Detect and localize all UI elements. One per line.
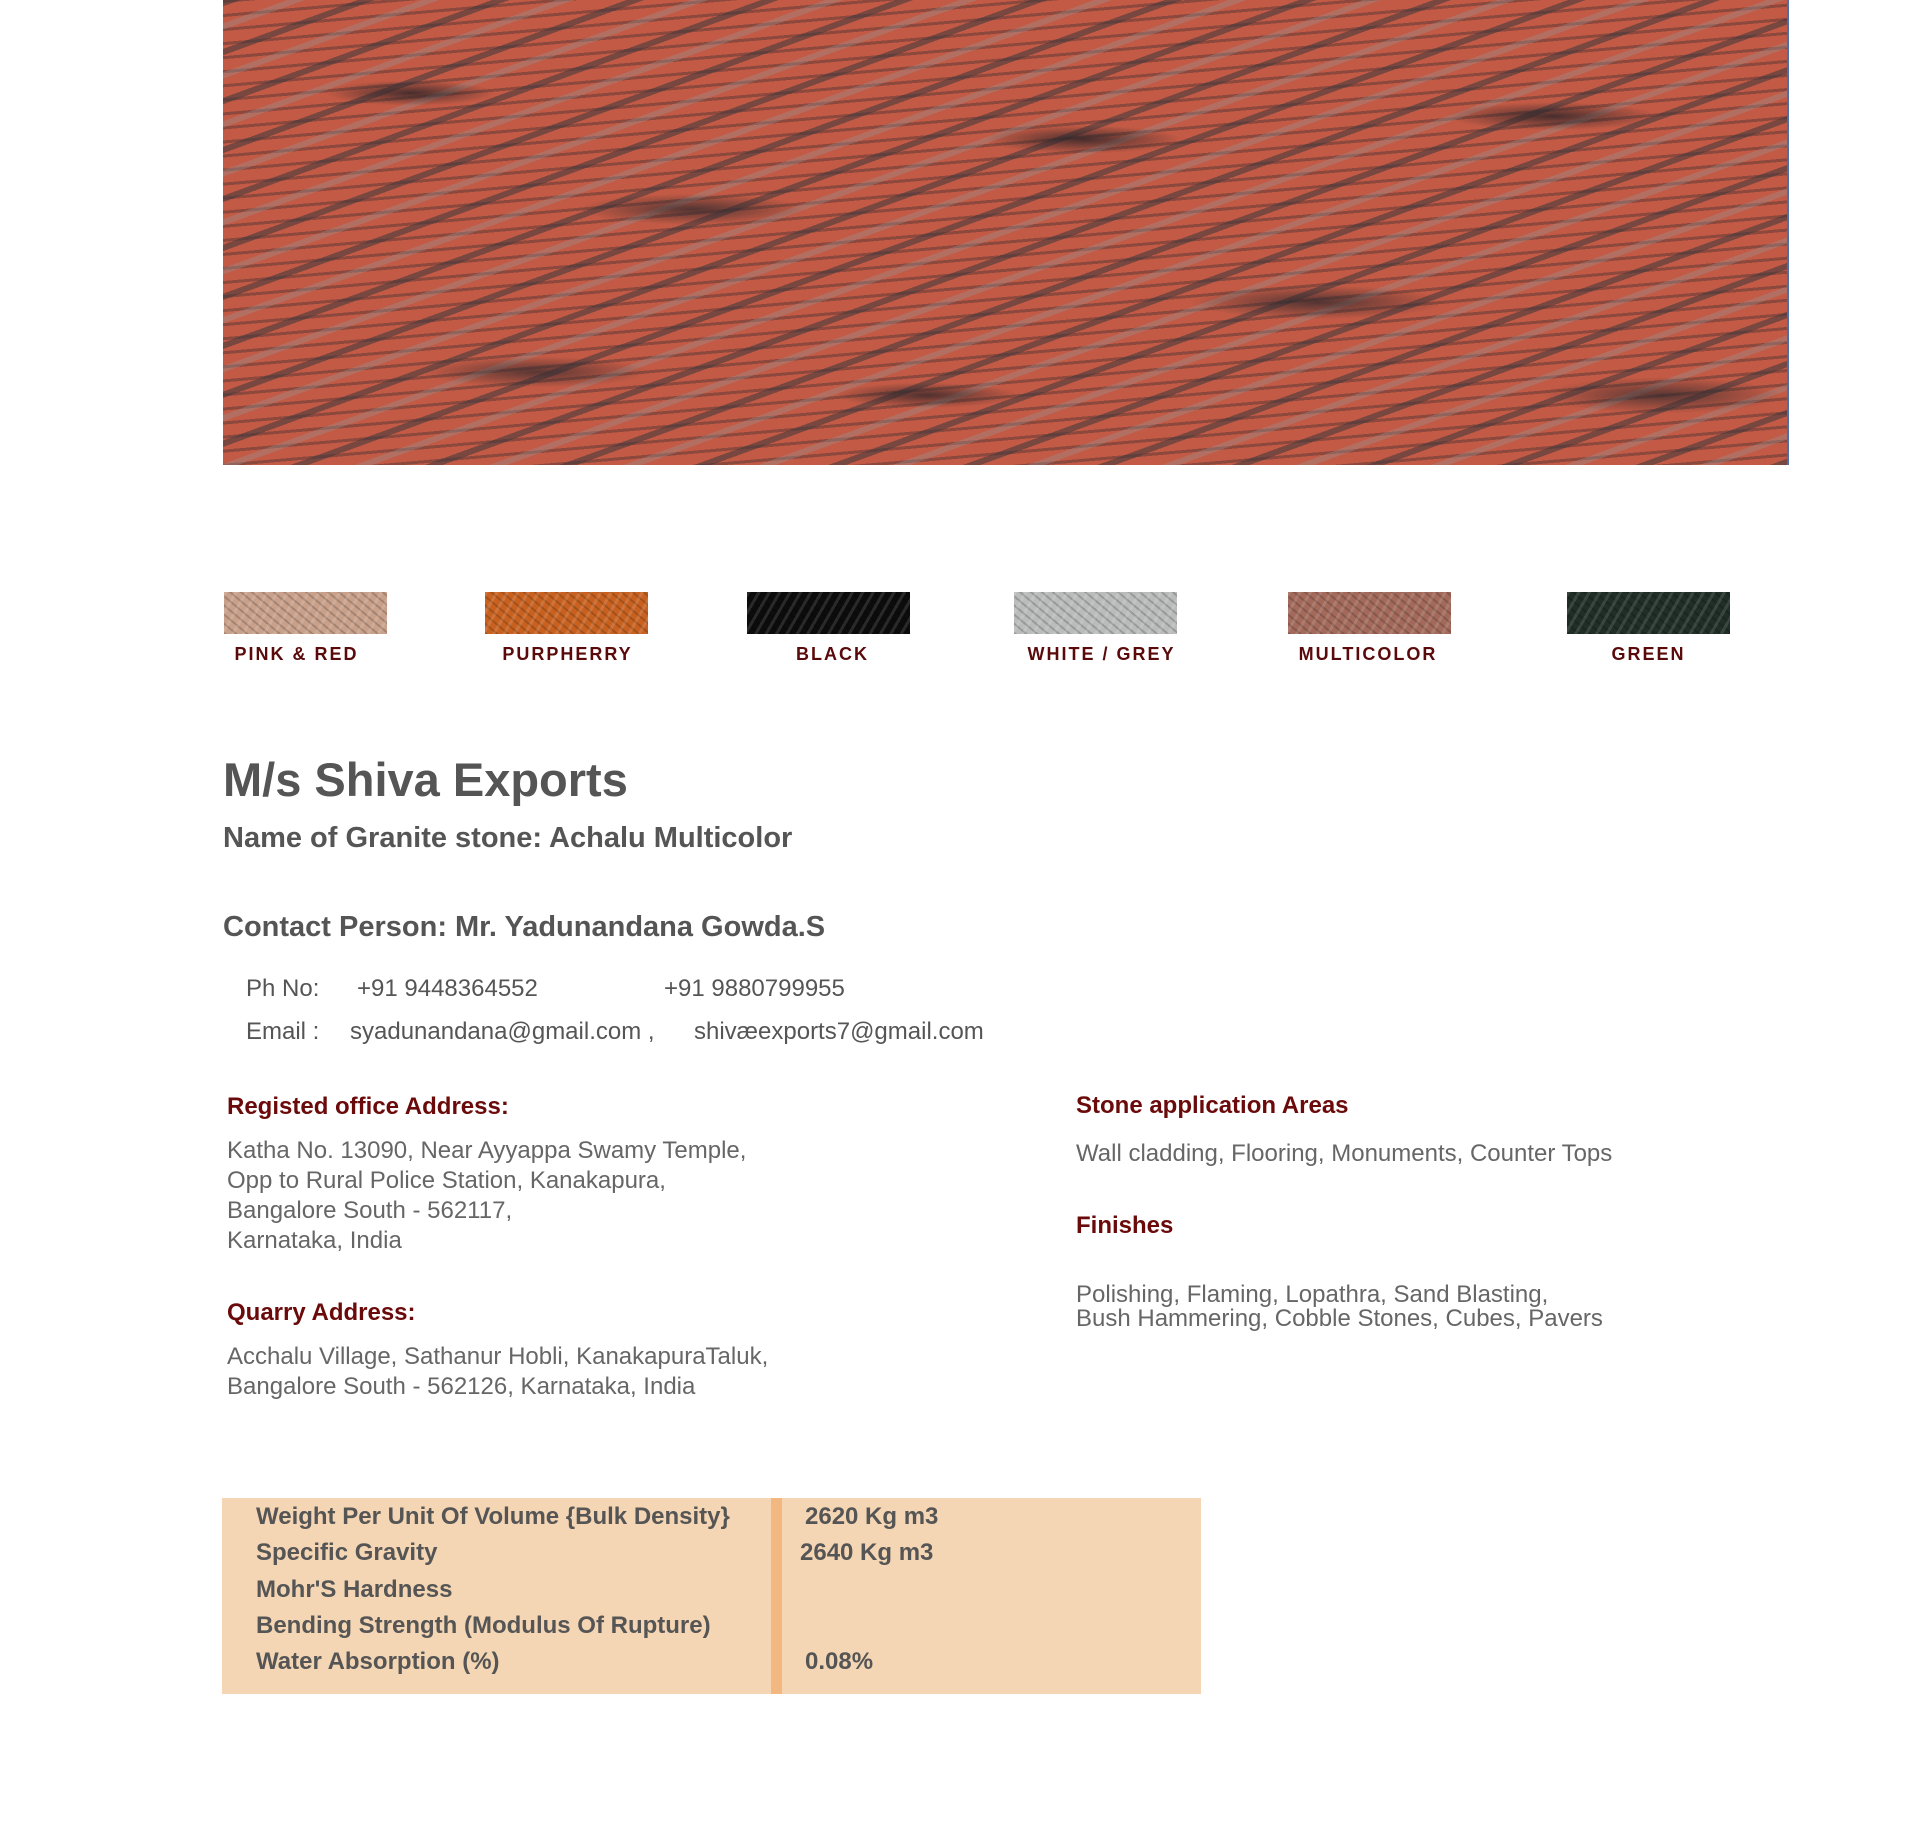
granite-hero-image: [223, 0, 1789, 465]
category-label-purpherry[interactable]: PURPHERRY: [502, 644, 633, 664]
company-name: M/s Shiva Exports: [223, 753, 628, 806]
category-label-white-grey[interactable]: WHITE / GREY: [1027, 644, 1176, 664]
spec-property: Specific Gravity: [256, 1539, 438, 1566]
swatch-black[interactable]: [747, 592, 910, 634]
quarry-title: Quarry Address:: [227, 1299, 416, 1326]
swatch-multicolor[interactable]: [1288, 592, 1451, 634]
swatch-green[interactable]: [1567, 592, 1730, 634]
quarry-address: [227, 1342, 768, 1402]
contact-person: Contact Person: Mr. Yadunandana Gowda.S: [223, 911, 826, 943]
address-line: Opp to Rural Police Station, Kanakapura,: [227, 1167, 666, 1194]
spec-property: Weight Per Unit Of Volume {Bulk Density}: [256, 1503, 730, 1530]
swatch-purpherry[interactable]: [485, 592, 648, 634]
spec-property: Mohr'S Hardness: [256, 1576, 453, 1603]
finishes-line: Polishing, Flaming, Lopathra, Sand Blasting,: [1076, 1281, 1549, 1308]
swatch-pink-red[interactable]: [224, 592, 387, 634]
category-label-black[interactable]: BLACK: [796, 644, 869, 664]
spec-property: Bending Strength (Modulus Of Rupture): [256, 1612, 711, 1639]
spec-value: 2640 Kg m3: [800, 1539, 934, 1566]
category-label-pink-red[interactable]: PINK & RED: [234, 644, 359, 664]
swatch-white-grey[interactable]: [1014, 592, 1177, 634]
spec-value: 2620 Kg m3: [805, 1503, 939, 1530]
spec-table-divider: [771, 1498, 782, 1694]
finishes-text: [1076, 1283, 1603, 1331]
applications-text: Wall cladding, Flooring, Monuments, Counter Tops: [1076, 1140, 1613, 1167]
spec-property: Water Absorption (%): [256, 1648, 500, 1675]
address-line: Bangalore South - 562117,: [227, 1197, 513, 1224]
address-line: Karnataka, India: [227, 1227, 402, 1254]
email-address-2[interactable]: shivæexports7@gmail.com: [694, 1018, 984, 1045]
registered-office-address: [227, 1136, 746, 1256]
address-line: Katha No. 13090, Near Ayyappa Swamy Temple,: [227, 1137, 747, 1164]
phone-label: Ph No:: [246, 975, 320, 1002]
phone-number-1[interactable]: +91 9448364552: [357, 975, 538, 1002]
finishes-line: Bush Hammering, Cobble Stones, Cubes, Pavers: [1076, 1305, 1603, 1332]
category-label-multicolor[interactable]: MULTICOLOR: [1298, 644, 1438, 664]
email-address-1[interactable]: syadunandana@gmail.com ,: [350, 1018, 655, 1045]
applications-title: Stone application Areas: [1076, 1092, 1349, 1119]
address-line: Bangalore South - 562126, Karnataka, India: [227, 1373, 696, 1400]
stone-name: Name of Granite stone: Achalu Multicolor: [223, 822, 793, 854]
spec-value: 0.08%: [805, 1648, 874, 1675]
phone-number-2[interactable]: +91 9880799955: [664, 975, 845, 1002]
address-line: Acchalu Village, Sathanur Hobli, KanakapuraTaluk,: [227, 1343, 769, 1370]
finishes-title: Finishes: [1076, 1212, 1174, 1239]
registered-office-title: Registed office Address:: [227, 1093, 509, 1120]
email-label: Email :: [246, 1018, 320, 1045]
category-label-green[interactable]: GREEN: [1611, 644, 1686, 664]
